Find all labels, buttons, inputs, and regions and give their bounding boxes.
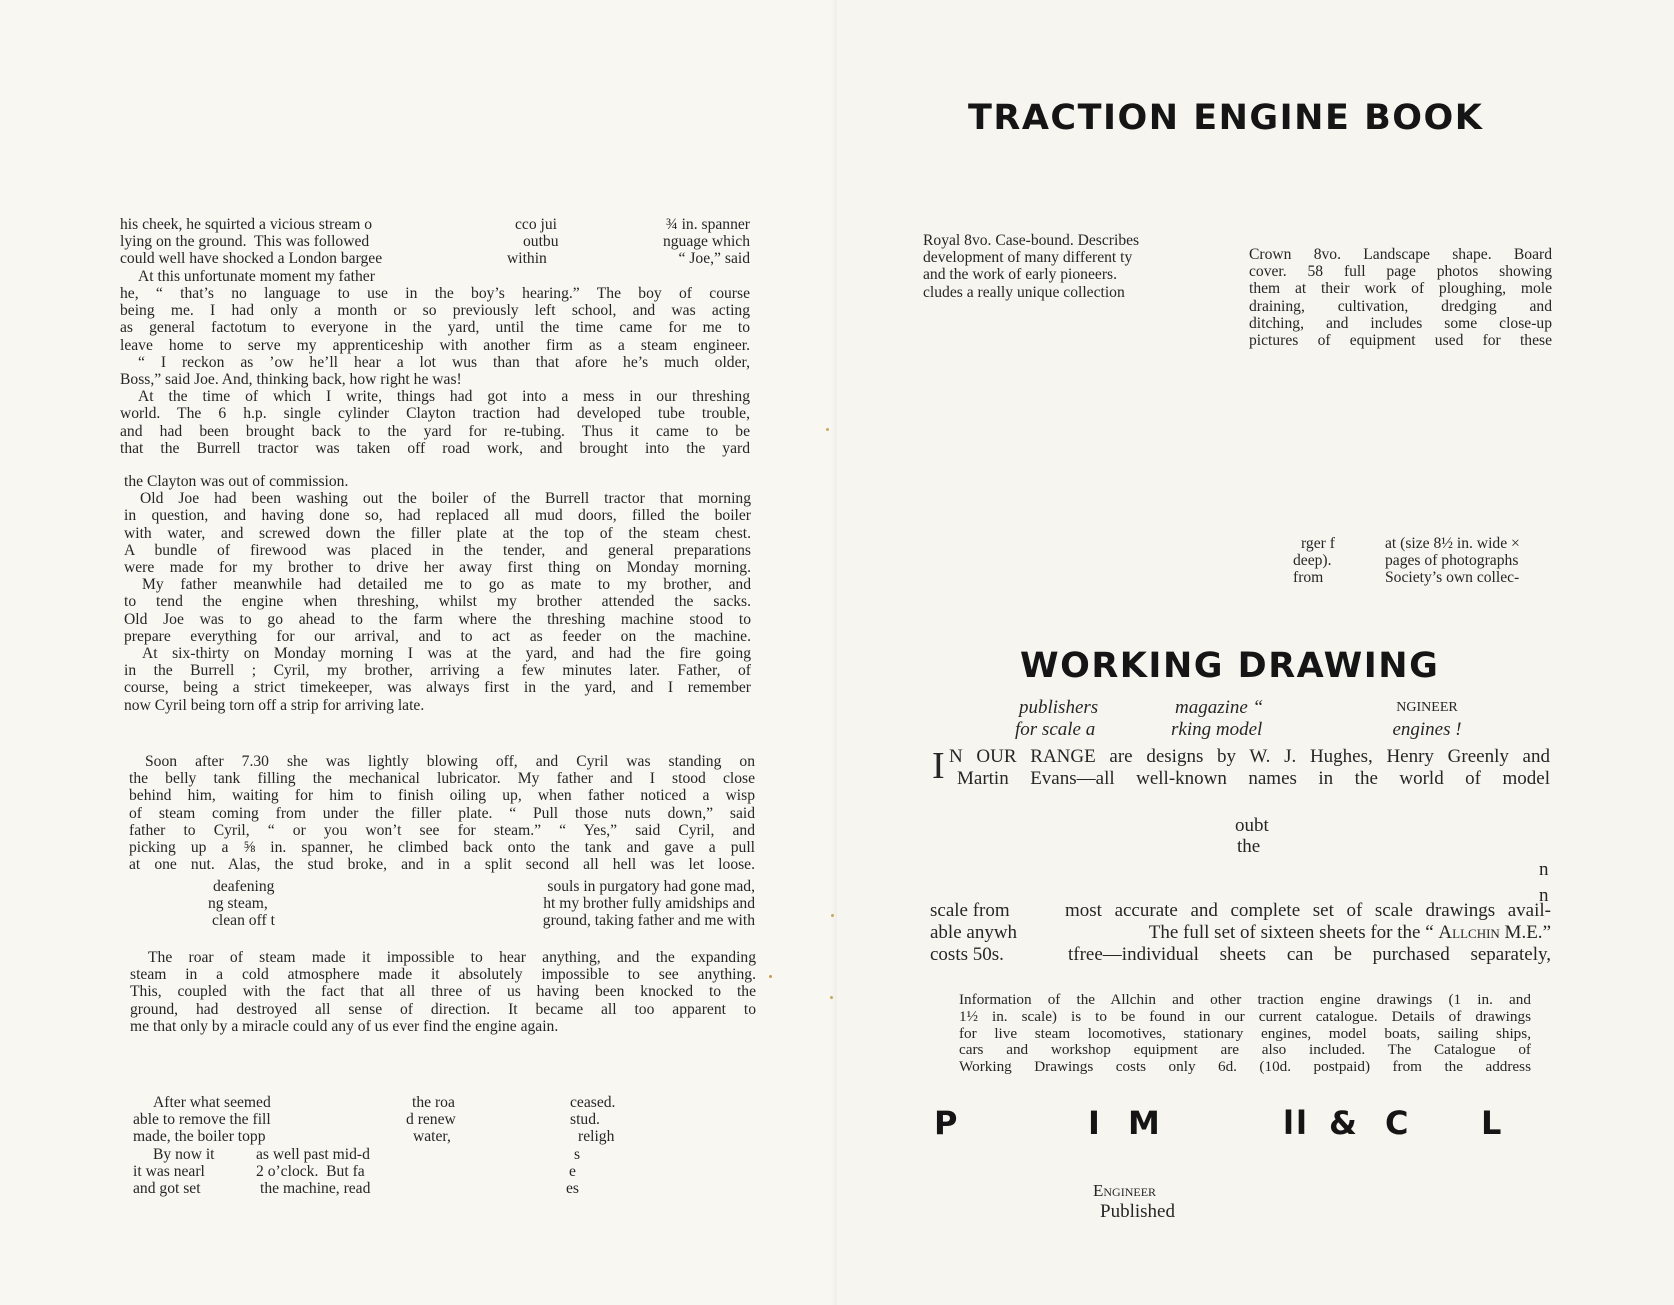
- text-line: cover. 58 full page photos showing: [1249, 263, 1552, 281]
- text-line: them at their work of ploughing, mole: [1249, 280, 1552, 298]
- text-line: as well past mid-d: [256, 1145, 370, 1163]
- text-line: nguage which: [662, 233, 750, 251]
- tagline-column-2: [1171, 697, 1311, 741]
- text-line: as general factotum to everyone in the yard, until the time came for me to: [120, 319, 750, 337]
- text-line: By now it: [153, 1145, 215, 1163]
- text-line: his cheek, he squirted a vicious stream o: [120, 216, 373, 233]
- text-line: clean off t: [212, 912, 275, 930]
- text-line: behind him, waiting for him to finish oiling up, when father noticed a wisp: [129, 787, 755, 805]
- para-4: [130, 949, 756, 1035]
- text-line: picking up a ⅝ in. spanner, he climbed back onto the tank and gave a pull: [129, 839, 755, 857]
- text-line: rger f: [1301, 535, 1335, 552]
- para-3: [129, 753, 755, 873]
- text-line: deafening: [213, 878, 275, 895]
- text-line: Soon after 7.30 she was lightly blowing off, and Cyril was standing on: [145, 753, 755, 770]
- text-line: At this unfortunate moment my father: [138, 267, 375, 285]
- text-line: pictures of equipment used for these: [1249, 332, 1552, 350]
- text-line: publishers: [1019, 697, 1099, 718]
- text-line: the machine, read: [260, 1180, 371, 1198]
- text-line: father to Cyril, “ or you won’t see for steam.” “ Yes,” said Cyril, and: [129, 821, 755, 839]
- scale-fragment-right: [1065, 900, 1551, 966]
- text-line: it was nearl: [133, 1162, 205, 1180]
- text-line: the belly tank filling the mechanical lubricator. My father and I stood close: [129, 770, 755, 788]
- text-line: cco jui: [515, 216, 557, 233]
- tagline-column-1: [1015, 697, 1145, 741]
- text-line: ground, had destroyed all sense of direction. It became all too apparent to: [130, 1000, 756, 1018]
- text-line: water,: [413, 1128, 451, 1146]
- text-line: now Cyril being torn off a strip for arriving late.: [124, 696, 425, 714]
- para-3-fragment-right: [470, 878, 755, 930]
- text-line: Old Joe was to go ahead to the farm where the threshing machine stood to: [124, 610, 751, 628]
- text-line: At six-thirty on Monday morning I was at the yard, and had the fire going: [142, 645, 751, 663]
- text-line: This, coupled with the fact that all three of us having been knocked to the: [130, 983, 756, 1001]
- scale-fragment-left: [930, 900, 1050, 966]
- text-line: prepare everything for our arrival, and to act as feeder on the machine.: [124, 627, 751, 645]
- text-line: and got set: [133, 1180, 201, 1198]
- text-line: for live steam locomotives, stationary engines, model boats, sailing ships,: [959, 1024, 1531, 1042]
- text-line: from: [1293, 569, 1324, 587]
- text-line: he, “ that’s no language to use in the boy’s hearing.” The boy of course: [120, 285, 750, 302]
- publisher-letter-l: L: [1481, 1104, 1503, 1142]
- text-line: me that only by a miracle could any of us ever find the engine again.: [130, 1017, 559, 1035]
- text-line: rking model: [1171, 719, 1263, 740]
- page-speck: [826, 428, 829, 431]
- text-line: NGINEER: [1396, 700, 1458, 715]
- text-line: scale from: [930, 900, 1010, 921]
- text-line: e: [569, 1162, 576, 1180]
- text-line: Working Drawings costs only 6d. (10d. postpaid) from the address: [959, 1058, 1531, 1076]
- text-line: At the time of which I write, things had got into a mess in our threshing: [138, 388, 750, 406]
- text-line: [1065, 922, 1551, 944]
- engineer-label: Engineer: [1093, 1181, 1157, 1200]
- text-line: A bundle of firewood was placed in the tender, and general preparations: [124, 541, 751, 559]
- text-line: with water, and screwed down the filler plate at the top of the steam chest.: [124, 524, 751, 542]
- working-drawing-heading: WORKING DRAWING: [1020, 646, 1440, 686]
- text-line: pages of photographs: [1385, 552, 1519, 570]
- crown-8vo-description: [1249, 246, 1552, 349]
- text-line: “ I reckon as ’ow he’ll hear a lot wus than that afore he’s much older,: [138, 353, 750, 371]
- text-line: to tend the engine when threshing, whilst my brother attended the sacks.: [124, 593, 751, 611]
- center-fragment: [1235, 815, 1315, 857]
- publisher-letter-m: M: [1128, 1104, 1161, 1142]
- allchin-name: Allchin M.E.: [1438, 922, 1543, 943]
- text-line: draining, cultivation, dredging and: [1249, 297, 1552, 315]
- text-line: and had been brought back to the yard for re-tubing. Thus it came to be: [120, 422, 750, 440]
- royal-8vo-description: [923, 232, 1213, 301]
- text-line: s: [574, 1145, 581, 1163]
- text-line: able to remove the fill: [133, 1111, 271, 1129]
- text-line: stud.: [570, 1111, 600, 1129]
- text-line: outbu: [523, 233, 559, 251]
- text-line: engines !: [1392, 719, 1462, 740]
- allchin-quote-close: ”: [1542, 922, 1551, 943]
- text-line: made, the boiler topp: [133, 1128, 266, 1146]
- text-line: 1½ in. scale) is to be found in our current catalogue. Details of drawings: [959, 1007, 1531, 1025]
- text-line: of steam coming from under the filler plate. “ Pull those nuts down,” said: [129, 804, 755, 822]
- page-speck: [769, 975, 772, 978]
- text-line: able anywh: [930, 922, 1018, 943]
- text-line: Royal 8vo. Case-bound. Describes: [923, 232, 1140, 249]
- text-line: d renew: [406, 1111, 456, 1129]
- para-1-fragment-right: [638, 216, 750, 268]
- text-line: being me. I had only a month or so previously left school, and was acting: [120, 302, 750, 320]
- text-line: and the work of early pioneers.: [923, 266, 1117, 284]
- text-line: development of many different ty: [923, 249, 1133, 267]
- size-fragment-left: [1293, 535, 1373, 587]
- para-5-column-3: [566, 1094, 656, 1197]
- text-line: Society’s own collec-: [1385, 569, 1520, 587]
- catalogue-information: [959, 992, 1531, 1076]
- text-line: Boss,” said Joe. And, thinking back, how right he was!: [120, 371, 462, 389]
- text-line: Old Joe had been washing out the boiler of the Burrell tractor that morning: [140, 490, 751, 508]
- text-line: the Clayton was out of commission.: [124, 473, 349, 490]
- text-line: steam in a cold atmosphere made it absolutely impossible to see anything.: [130, 966, 756, 984]
- size-fragment-right: [1385, 535, 1560, 587]
- text-line: My father meanwhile had detailed me to go as mate to my brother, and: [142, 576, 751, 594]
- published-label: Published: [1100, 1201, 1175, 1222]
- text-line: oubt: [1235, 815, 1269, 836]
- tagline-column-3: [1367, 697, 1487, 741]
- text-line: cars and workshop equipment are also included. The Catalogue of: [959, 1041, 1531, 1059]
- text-line: ht my brother fully amidships and: [543, 895, 755, 913]
- text-line: the roa: [412, 1094, 455, 1111]
- traction-engine-book-title: TRACTION ENGINE BOOK: [968, 98, 1484, 138]
- text-line: at one nut. Alas, the stud broke, and in a split second all hell was let loose.: [129, 856, 755, 874]
- text-line: tfree—individual sheets can be purchased separately,: [1068, 944, 1551, 965]
- page-speck: [830, 996, 833, 999]
- our-range-paragraph: [932, 746, 1550, 790]
- right-page: [837, 0, 1674, 1305]
- text-line: Information of the Allchin and other traction engine drawings (1 in. and: [959, 991, 1531, 1008]
- para-5-column-2: [256, 1094, 486, 1197]
- text-line: N OUR RANGE are designs by W. J. Hughes, Henry Greenly and: [949, 746, 1550, 767]
- para-3-fragment-left: [208, 878, 328, 930]
- text-line: course, being a strict timekeeper, was always first in the yard, and I remember: [124, 679, 751, 697]
- text-line: After what seemed: [153, 1094, 271, 1111]
- publisher-letter-p: P: [934, 1104, 959, 1142]
- text-line: leave home to serve my apprenticeship with another firm as a steam engineer.: [120, 336, 750, 354]
- text-line: ng steam,: [208, 895, 268, 913]
- text-line: ditching, and includes some close-up: [1249, 314, 1552, 332]
- text-line: at (size 8½ in. wide ×: [1385, 535, 1520, 552]
- text-line: costs 50s.: [930, 944, 1004, 965]
- text-line: souls in purgatory had gone mad,: [547, 878, 755, 895]
- text-line: most accurate and complete set of scale drawings avail-: [1065, 900, 1551, 921]
- publisher-letter-i: I: [1088, 1104, 1101, 1142]
- publisher-letter-c: C: [1385, 1104, 1410, 1142]
- text-line: Crown 8vo. Landscape shape. Board: [1249, 246, 1552, 263]
- text-line: ¾ in. spanner: [665, 216, 750, 233]
- text-line: world. The 6 h.p. single cylinder Clayton traction had developed tube trouble,: [120, 405, 750, 423]
- text-line: The roar of steam made it impossible to hear anything, and the expanding: [148, 949, 756, 966]
- text-line: Martin Evans—all well-known names in the world of model: [957, 768, 1550, 789]
- sixteen-sheets-text: The full set of sixteen sheets for the “: [1148, 922, 1439, 943]
- text-line: ground, taking father and me with: [542, 912, 755, 930]
- text-line: in the Burrell ; Cyril, my brother, arriving a few minutes later. Father, of: [124, 662, 751, 680]
- text-line: deep).: [1293, 552, 1332, 570]
- text-line: were made for my brother to drive her away first thing on Monday morning.: [124, 559, 751, 577]
- text-line: n: [1539, 885, 1549, 906]
- text-line: es: [566, 1180, 579, 1198]
- text-line: religh: [578, 1128, 615, 1146]
- text-line: magazine “: [1175, 697, 1264, 718]
- text-line: lying on the ground. This was followed: [120, 233, 370, 251]
- text-line: n: [1539, 859, 1549, 880]
- para-1-fragment-middle: [507, 216, 595, 268]
- text-line: could well have shocked a London bargee: [120, 250, 383, 268]
- text-line: 2 o’clock. But fa: [256, 1162, 365, 1180]
- para-2: [124, 473, 751, 714]
- text-line: within: [507, 250, 547, 268]
- publisher-ampersand: &: [1329, 1104, 1358, 1142]
- text-line: the: [1237, 836, 1261, 857]
- page-speck: [831, 914, 834, 917]
- text-line: that the Burrell tractor was taken off road work, and brought into the yard: [120, 439, 750, 457]
- text-line: in question, and having done so, had replaced all mud doors, filled the boiler: [124, 507, 751, 525]
- text-line: ceased.: [570, 1094, 616, 1111]
- text-line: for scale a: [1015, 719, 1096, 740]
- text-line: “ Joe,” said: [678, 250, 750, 268]
- para-1-continued: [120, 285, 750, 457]
- text-line: cludes a really unique collection: [923, 283, 1125, 301]
- publisher-letter-ll: ll: [1283, 1104, 1309, 1142]
- drop-initial: I: [932, 745, 945, 787]
